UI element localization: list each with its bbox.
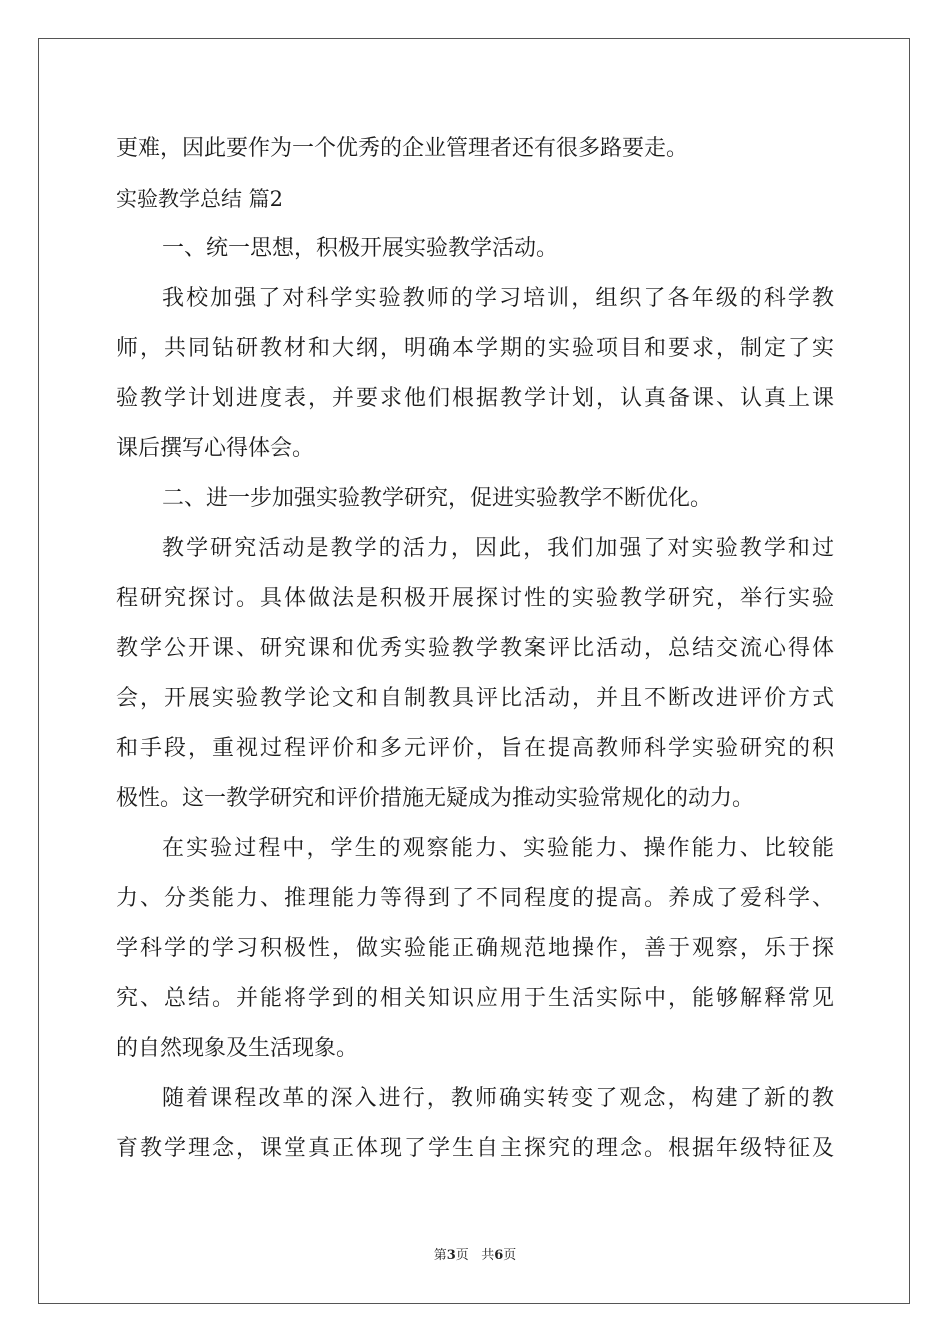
body-line: 力、分类能力、推理能力等得到了不同程度的提高。养成了爱科学、 — [116, 886, 834, 911]
body-line: 教学研究活动是教学的活力，因此，我们加强了对实验教学和过 — [162, 536, 834, 561]
body-line: 我校加强了对科学实验教师的学习培训，组织了各年级的科学教 — [162, 286, 834, 311]
body-line: 会，开展实验教学论文和自制教具评比活动，并且不断改进评价方式 — [116, 686, 834, 711]
document-body — [116, 124, 834, 1174]
body-line: 极性。这一教学研究和评价措施无疑成为推动实验常规化的动力。 — [116, 786, 755, 811]
section-title: 实验教学总结 篇2 — [116, 187, 284, 211]
heading-line: 一、统一思想，积极开展实验教学活动。 — [162, 236, 559, 261]
page-footer — [0, 1244, 950, 1263]
body-line: 验教学计划进度表，并要求他们根据教学计划，认真备课、认真上课 — [116, 386, 834, 411]
body-line: 的自然现象及生活现象。 — [116, 1036, 359, 1061]
body-line: 师，共同钻研教材和大纲，明确本学期的实验项目和要求，制定了实 — [116, 336, 834, 361]
page-prefix: 第 — [433, 1248, 447, 1263]
total-suffix: 页 — [503, 1248, 517, 1263]
body-line: 教学公开课、研究课和优秀实验教学教案评比活动，总结交流心得体 — [116, 636, 834, 661]
body-line: 和手段，重视过程评价和多元评价，旨在提高教师科学实验研究的积 — [116, 736, 834, 761]
page-total: 6 — [494, 1248, 504, 1263]
body-line: 在实验过程中，学生的观察能力、实验能力、操作能力、比较能 — [162, 836, 834, 861]
body-line: 更难，因此要作为一个优秀的企业管理者还有很多路要走。 — [116, 136, 689, 161]
total-prefix: 共 — [481, 1248, 495, 1263]
page-current: 3 — [446, 1248, 456, 1263]
body-line: 究、总结。并能将学到的相关知识应用于生活实际中，能够解释常见 — [116, 986, 834, 1011]
body-line: 程研究探讨。具体做法是积极开展探讨性的实验教学研究，举行实验 — [116, 586, 834, 611]
body-line: 学科学的学习积极性，做实验能正确规范地操作，善于观察，乐于探 — [116, 936, 834, 961]
body-line: 育教学理念，课堂真正体现了学生自主探究的理念。根据年级特征及 — [116, 1136, 834, 1161]
heading-line: 二、进一步加强实验教学研究，促进实验教学不断优化。 — [162, 486, 713, 511]
body-line: 课后撰写心得体会。 — [116, 436, 315, 461]
body-line: 随着课程改革的深入进行，教师确实转变了观念，构建了新的教 — [162, 1086, 834, 1111]
page-suffix: 页 — [455, 1248, 469, 1263]
